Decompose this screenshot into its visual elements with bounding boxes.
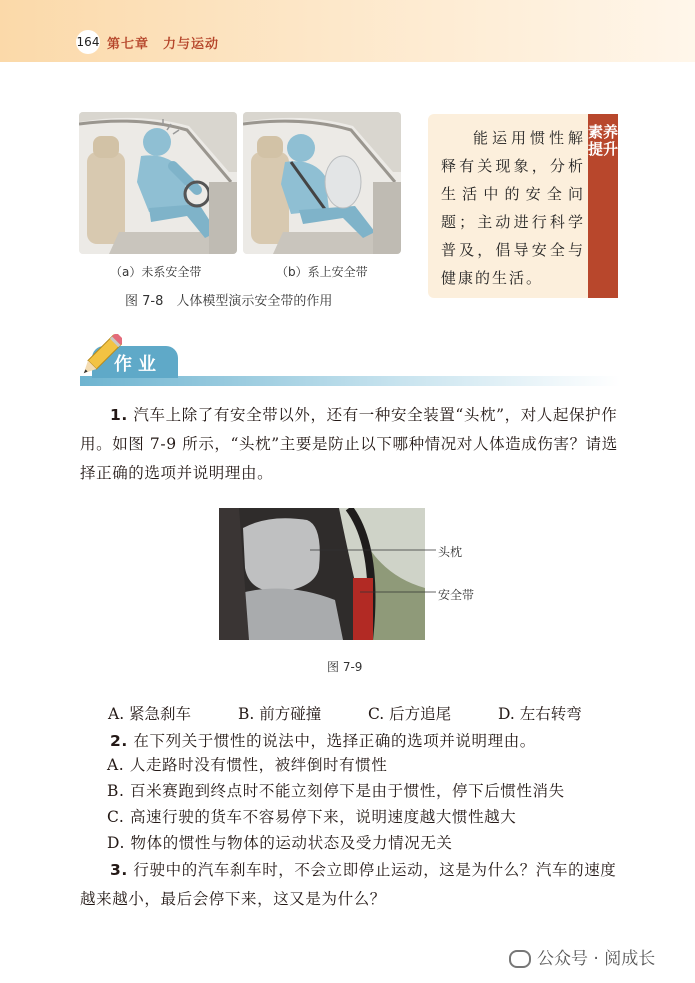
label-headrest: 头枕 [438,545,463,559]
wechat-icon [509,950,531,968]
q2-option-d: D. 物体的惯性与物体的运动状态及受力情况无关 [107,834,453,852]
question-3 [80,856,620,914]
figure-7-8b-image [243,112,401,254]
figure-7-8a-image [79,112,237,254]
figure-7-8b-caption: （b）系上安全带 [276,265,368,279]
q1-option-a: A. 紧急刹车 [108,705,192,723]
question-2-text: 在下列关于惯性的说法中，选择正确的选项并说明理由。 [133,732,536,750]
chapter-header-band [0,0,695,62]
literacy-tab-label: 素养提升 [588,123,619,158]
chapter-title: 第七章 力与运动 [107,37,220,52]
watermark [509,944,655,969]
q1-option-d: D. 左右转弯 [498,705,582,723]
q1-option-c: C. 后方追尾 [368,705,452,723]
q2-option-c: C. 高速行驶的货车不容易停下来，说明速度越大惯性越大 [107,808,517,826]
question-3-number: 3. [110,861,128,879]
literacy-box-text [441,124,585,292]
q1-option-b: B. 前方碰撞 [238,705,322,723]
question-3-text: 行驶中的汽车刹车时，不会立即停止运动，这是为什么？汽车的速度越来越小，最后会停下来，这又是为什么？ [80,861,617,908]
question-1 [80,401,620,488]
q2-option-b: B. 百米赛跑到终点时不能立刻停下是由于惯性，停下后惯性消失 [107,782,565,800]
figure-7-8a-caption: （a）未系安全带 [110,265,202,279]
label-seatbelt: 安全带 [438,588,475,602]
figure-7-8-title: 图 7-8 人体模型演示安全带的作用 [125,294,333,309]
watermark-text: 公众号 · 阅成长 [537,949,656,969]
pencil-icon [78,334,122,384]
figure-7-9-leader-lines [300,545,440,605]
homework-heading: 作业 [114,354,162,375]
question-1-number: 1. [110,406,128,424]
question-1-text: 汽车上除了有安全带以外，还有一种安全装置“头枕”，对人起保护作用。如图 7-9 所示，“头枕”主要是防止以下哪种情况对人体造成伤害？请选择正确的选项并说明理由。 [80,406,618,482]
question-2-number: 2. [110,732,128,750]
literacy-box-body: 能运用惯性解释有关现象，分析生活中的安全问题；主动进行科学普及，倡导安全与健康的生活。 [441,129,585,287]
figure-7-9-caption: 图 7-9 [327,660,363,674]
page-number: 164 [76,30,100,54]
q2-option-a: A. 人走路时没有惯性，被绊倒时有惯性 [107,756,388,774]
